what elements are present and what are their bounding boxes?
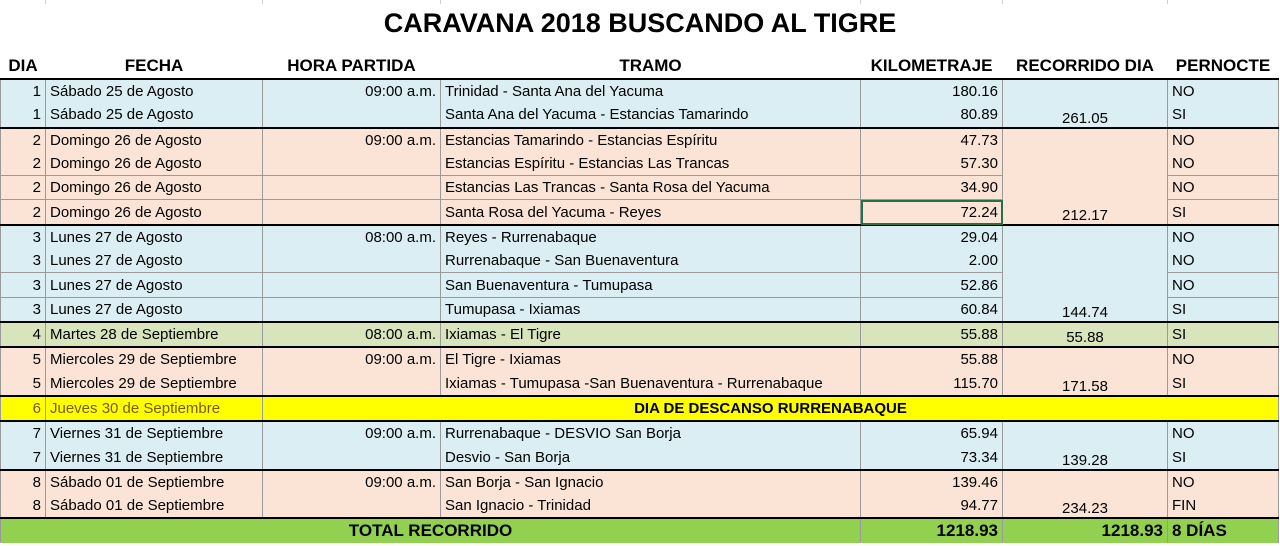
cell-tramo[interactable]: Rurrenabaque - DESVIO San Borja [441, 421, 861, 445]
cell-hora[interactable]: 09:00 a.m. [263, 347, 441, 371]
cell-tramo[interactable]: Reyes - Rurrenabaque [441, 225, 861, 249]
cell-km[interactable]: 55.88 [861, 322, 1003, 347]
cell-fecha[interactable]: Domingo 26 de Agosto [46, 152, 263, 176]
cell-hora[interactable]: 08:00 a.m. [263, 322, 441, 347]
cell-pernocte[interactable]: NO [1168, 225, 1279, 249]
cell-pernocte[interactable]: FIN [1168, 494, 1279, 518]
cell-tramo[interactable]: Ixiamas - El Tigre [441, 322, 861, 347]
cell-tramo[interactable]: Ixiamas - Tumupasa -San Buenaventura - Rurrenabaque [441, 372, 861, 396]
cell-dia[interactable]: 3 [1, 225, 46, 249]
cell-km[interactable]: 2.00 [861, 249, 1003, 273]
cell-km[interactable]: 65.94 [861, 421, 1003, 445]
cell-dia[interactable]: 3 [1, 297, 46, 322]
cell-fecha[interactable]: Jueves 30 de Septiembre [46, 396, 263, 421]
cell-pernocte[interactable]: NO [1168, 128, 1279, 152]
cell-dia[interactable]: 7 [1, 421, 46, 445]
cell-hora[interactable] [263, 445, 441, 469]
total-recorrido[interactable]: 1218.93 [1003, 518, 1168, 542]
cell-recorrido-dia[interactable]: 212.17 [1003, 128, 1168, 225]
cell-km[interactable]: 57.30 [861, 152, 1003, 176]
grid-line [440, 0, 441, 4]
cell-dia[interactable]: 7 [1, 445, 46, 469]
cell-fecha[interactable]: Sábado 25 de Agosto [46, 79, 263, 103]
cell-hora[interactable]: 09:00 a.m. [263, 79, 441, 103]
cell-km[interactable]: 55.88 [861, 347, 1003, 371]
header-hora[interactable]: HORA PARTIDA [263, 54, 441, 79]
cell-pernocte[interactable]: NO [1168, 176, 1279, 200]
cell-km[interactable]: 73.34 [861, 445, 1003, 469]
cell-fecha[interactable]: Domingo 26 de Agosto [46, 200, 263, 225]
table-row [1, 347, 1279, 371]
cell-km[interactable]: 47.73 [861, 128, 1003, 152]
cell-tramo[interactable]: Estancias Las Trancas - Santa Rosa del Yacuma [441, 176, 861, 200]
cell-dia[interactable]: 5 [1, 372, 46, 396]
cell-tramo[interactable]: San Buenaventura - Tumupasa [441, 273, 861, 297]
cell-km[interactable]: 34.90 [861, 176, 1003, 200]
cell-dia[interactable]: 4 [1, 322, 46, 347]
total-km[interactable]: 1218.93 [861, 518, 1003, 542]
cell-recorrido-dia[interactable]: 234.23 [1003, 470, 1168, 519]
cell-tramo[interactable]: Estancias Tamarindo - Estancias Espíritu [441, 128, 861, 152]
cell-pernocte[interactable]: SI [1168, 372, 1279, 396]
cell-dia[interactable]: 1 [1, 79, 46, 103]
cell-recorrido-dia[interactable]: 171.58 [1003, 347, 1168, 396]
cell-fecha[interactable]: Sábado 01 de Septiembre [46, 470, 263, 494]
cell-recorrido-dia[interactable]: 144.74 [1003, 225, 1168, 322]
cell-km[interactable]: 52.86 [861, 273, 1003, 297]
cell-fecha[interactable]: Sábado 01 de Septiembre [46, 494, 263, 518]
cell-km[interactable]: 94.77 [861, 494, 1003, 518]
cell-hora[interactable] [263, 176, 441, 200]
cell-recorrido-dia[interactable]: 139.28 [1003, 421, 1168, 470]
cell-hora[interactable]: 09:00 a.m. [263, 421, 441, 445]
cell-pernocte[interactable]: SI [1168, 297, 1279, 322]
cell-dia[interactable]: 2 [1, 176, 46, 200]
table-body [1, 79, 1279, 543]
cell-fecha[interactable]: Lunes 27 de Agosto [46, 273, 263, 297]
cell-pernocte[interactable]: SI [1168, 200, 1279, 225]
cell-tramo[interactable]: Estancias Espíritu - Estancias Las Trancas [441, 152, 861, 176]
table-row [1, 470, 1279, 494]
cell-hora[interactable] [263, 152, 441, 176]
sheet-title: CARAVANA 2018 BUSCANDO AL TIGRE [383, 8, 897, 38]
cell-rest-message[interactable]: DIA DE DESCANSO RURRENABAQUE [263, 396, 1279, 421]
cell-fecha[interactable]: Lunes 27 de Agosto [46, 249, 263, 273]
total-pernocte[interactable]: 8 DÍAS [1168, 518, 1279, 542]
cell-pernocte[interactable]: NO [1168, 273, 1279, 297]
cell-dia[interactable]: 3 [1, 273, 46, 297]
cell-tramo[interactable]: Desvio - San Borja [441, 445, 861, 469]
cell-pernocte[interactable]: NO [1168, 79, 1279, 103]
table-row [1, 421, 1279, 445]
cell-pernocte[interactable]: NO [1168, 347, 1279, 371]
cell-fecha[interactable]: Miercoles 29 de Septiembre [46, 372, 263, 396]
cell-tramo[interactable]: Santa Rosa del Yacuma - Reyes [441, 200, 861, 225]
header-dia[interactable]: DIA [1, 54, 46, 79]
cell-tramo[interactable]: Santa Ana del Yacuma - Estancias Tamarindo [441, 103, 861, 127]
grid-line [1002, 0, 1003, 4]
cell-pernocte[interactable]: SI [1168, 445, 1279, 469]
cell-recorrido-dia[interactable]: 55.88 [1003, 322, 1168, 347]
cell-hora[interactable] [263, 103, 441, 127]
cell-hora[interactable] [263, 249, 441, 273]
cell-km[interactable]: 139.46 [861, 470, 1003, 494]
cell-km[interactable]: 72.24 [861, 200, 1003, 225]
cell-tramo[interactable]: San Ignacio - Trinidad [441, 494, 861, 518]
cell-tramo[interactable]: Tumupasa - Ixiamas [441, 297, 861, 322]
cell-dia[interactable]: 8 [1, 494, 46, 518]
cell-hora[interactable]: 08:00 a.m. [263, 225, 441, 249]
cell-fecha[interactable]: Viernes 31 de Septiembre [46, 421, 263, 445]
cell-pernocte[interactable]: NO [1168, 421, 1279, 445]
cell-hora[interactable]: 09:00 a.m. [263, 470, 441, 494]
cell-tramo[interactable]: Trinidad - Santa Ana del Yacuma [441, 79, 861, 103]
cell-pernocte[interactable]: NO [1168, 249, 1279, 273]
cell-fecha[interactable]: Domingo 26 de Agosto [46, 176, 263, 200]
cell-fecha[interactable]: Domingo 26 de Agosto [46, 128, 263, 152]
cell-tramo[interactable]: San Borja - San Ignacio [441, 470, 861, 494]
cell-dia[interactable]: 2 [1, 200, 46, 225]
cell-pernocte[interactable]: SI [1168, 103, 1279, 127]
itinerary-table [0, 54, 1279, 543]
cell-fecha[interactable]: Miercoles 29 de Septiembre [46, 347, 263, 371]
cell-km[interactable]: 115.70 [861, 372, 1003, 396]
grid-line [262, 0, 263, 4]
cell-fecha[interactable]: Martes 28 de Septiembre [46, 322, 263, 347]
total-row [1, 518, 1279, 542]
cell-km[interactable]: 80.89 [861, 103, 1003, 127]
header-pernocte[interactable]: PERNOCTE [1168, 54, 1279, 79]
table-row [1, 79, 1279, 103]
header-recorrido[interactable]: RECORRIDO DIA [1003, 54, 1168, 79]
cell-dia[interactable]: 8 [1, 470, 46, 494]
grid-line [860, 0, 861, 4]
header-km[interactable]: KILOMETRAJE [861, 54, 1003, 79]
cell-hora[interactable] [263, 372, 441, 396]
cell-tramo[interactable]: El Tigre - Ixiamas [441, 347, 861, 371]
cell-pernocte[interactable]: SI [1168, 322, 1279, 347]
cell-fecha[interactable]: Sábado 25 de Agosto [46, 103, 263, 127]
cell-dia[interactable]: 3 [1, 249, 46, 273]
cell-km[interactable]: 60.84 [861, 297, 1003, 322]
cell-pernocte[interactable]: NO [1168, 470, 1279, 494]
grid-line [1167, 0, 1168, 4]
cell-km[interactable]: 180.16 [861, 79, 1003, 103]
cell-fecha[interactable]: Lunes 27 de Agosto [46, 297, 263, 322]
cell-hora[interactable] [263, 297, 441, 322]
table-row [1, 322, 1279, 347]
cell-dia[interactable]: 6 [1, 396, 46, 421]
cell-tramo[interactable]: Rurrenabaque - San Buenaventura [441, 249, 861, 273]
table-row [1, 225, 1279, 249]
cell-pernocte[interactable]: NO [1168, 152, 1279, 176]
header-tramo[interactable]: TRAMO [441, 54, 861, 79]
cell-hora[interactable]: 09:00 a.m. [263, 128, 441, 152]
header-fecha[interactable]: FECHA [46, 54, 263, 79]
cell-dia[interactable]: 2 [1, 152, 46, 176]
table-row [1, 128, 1279, 152]
cell-dia[interactable]: 1 [1, 103, 46, 127]
rest-day-row [1, 396, 1279, 421]
cell-fecha[interactable]: Viernes 31 de Septiembre [46, 445, 263, 469]
total-label[interactable]: TOTAL RECORRIDO [1, 518, 861, 542]
cell-hora[interactable] [263, 273, 441, 297]
grid-line [45, 0, 46, 4]
cell-hora[interactable] [263, 494, 441, 518]
cell-recorrido-dia[interactable]: 261.05 [1003, 79, 1168, 128]
cell-dia[interactable]: 2 [1, 128, 46, 152]
cell-fecha[interactable]: Lunes 27 de Agosto [46, 225, 263, 249]
cell-hora[interactable] [263, 200, 441, 225]
cell-km[interactable]: 29.04 [861, 225, 1003, 249]
cell-dia[interactable]: 5 [1, 347, 46, 371]
header-row [1, 54, 1279, 79]
